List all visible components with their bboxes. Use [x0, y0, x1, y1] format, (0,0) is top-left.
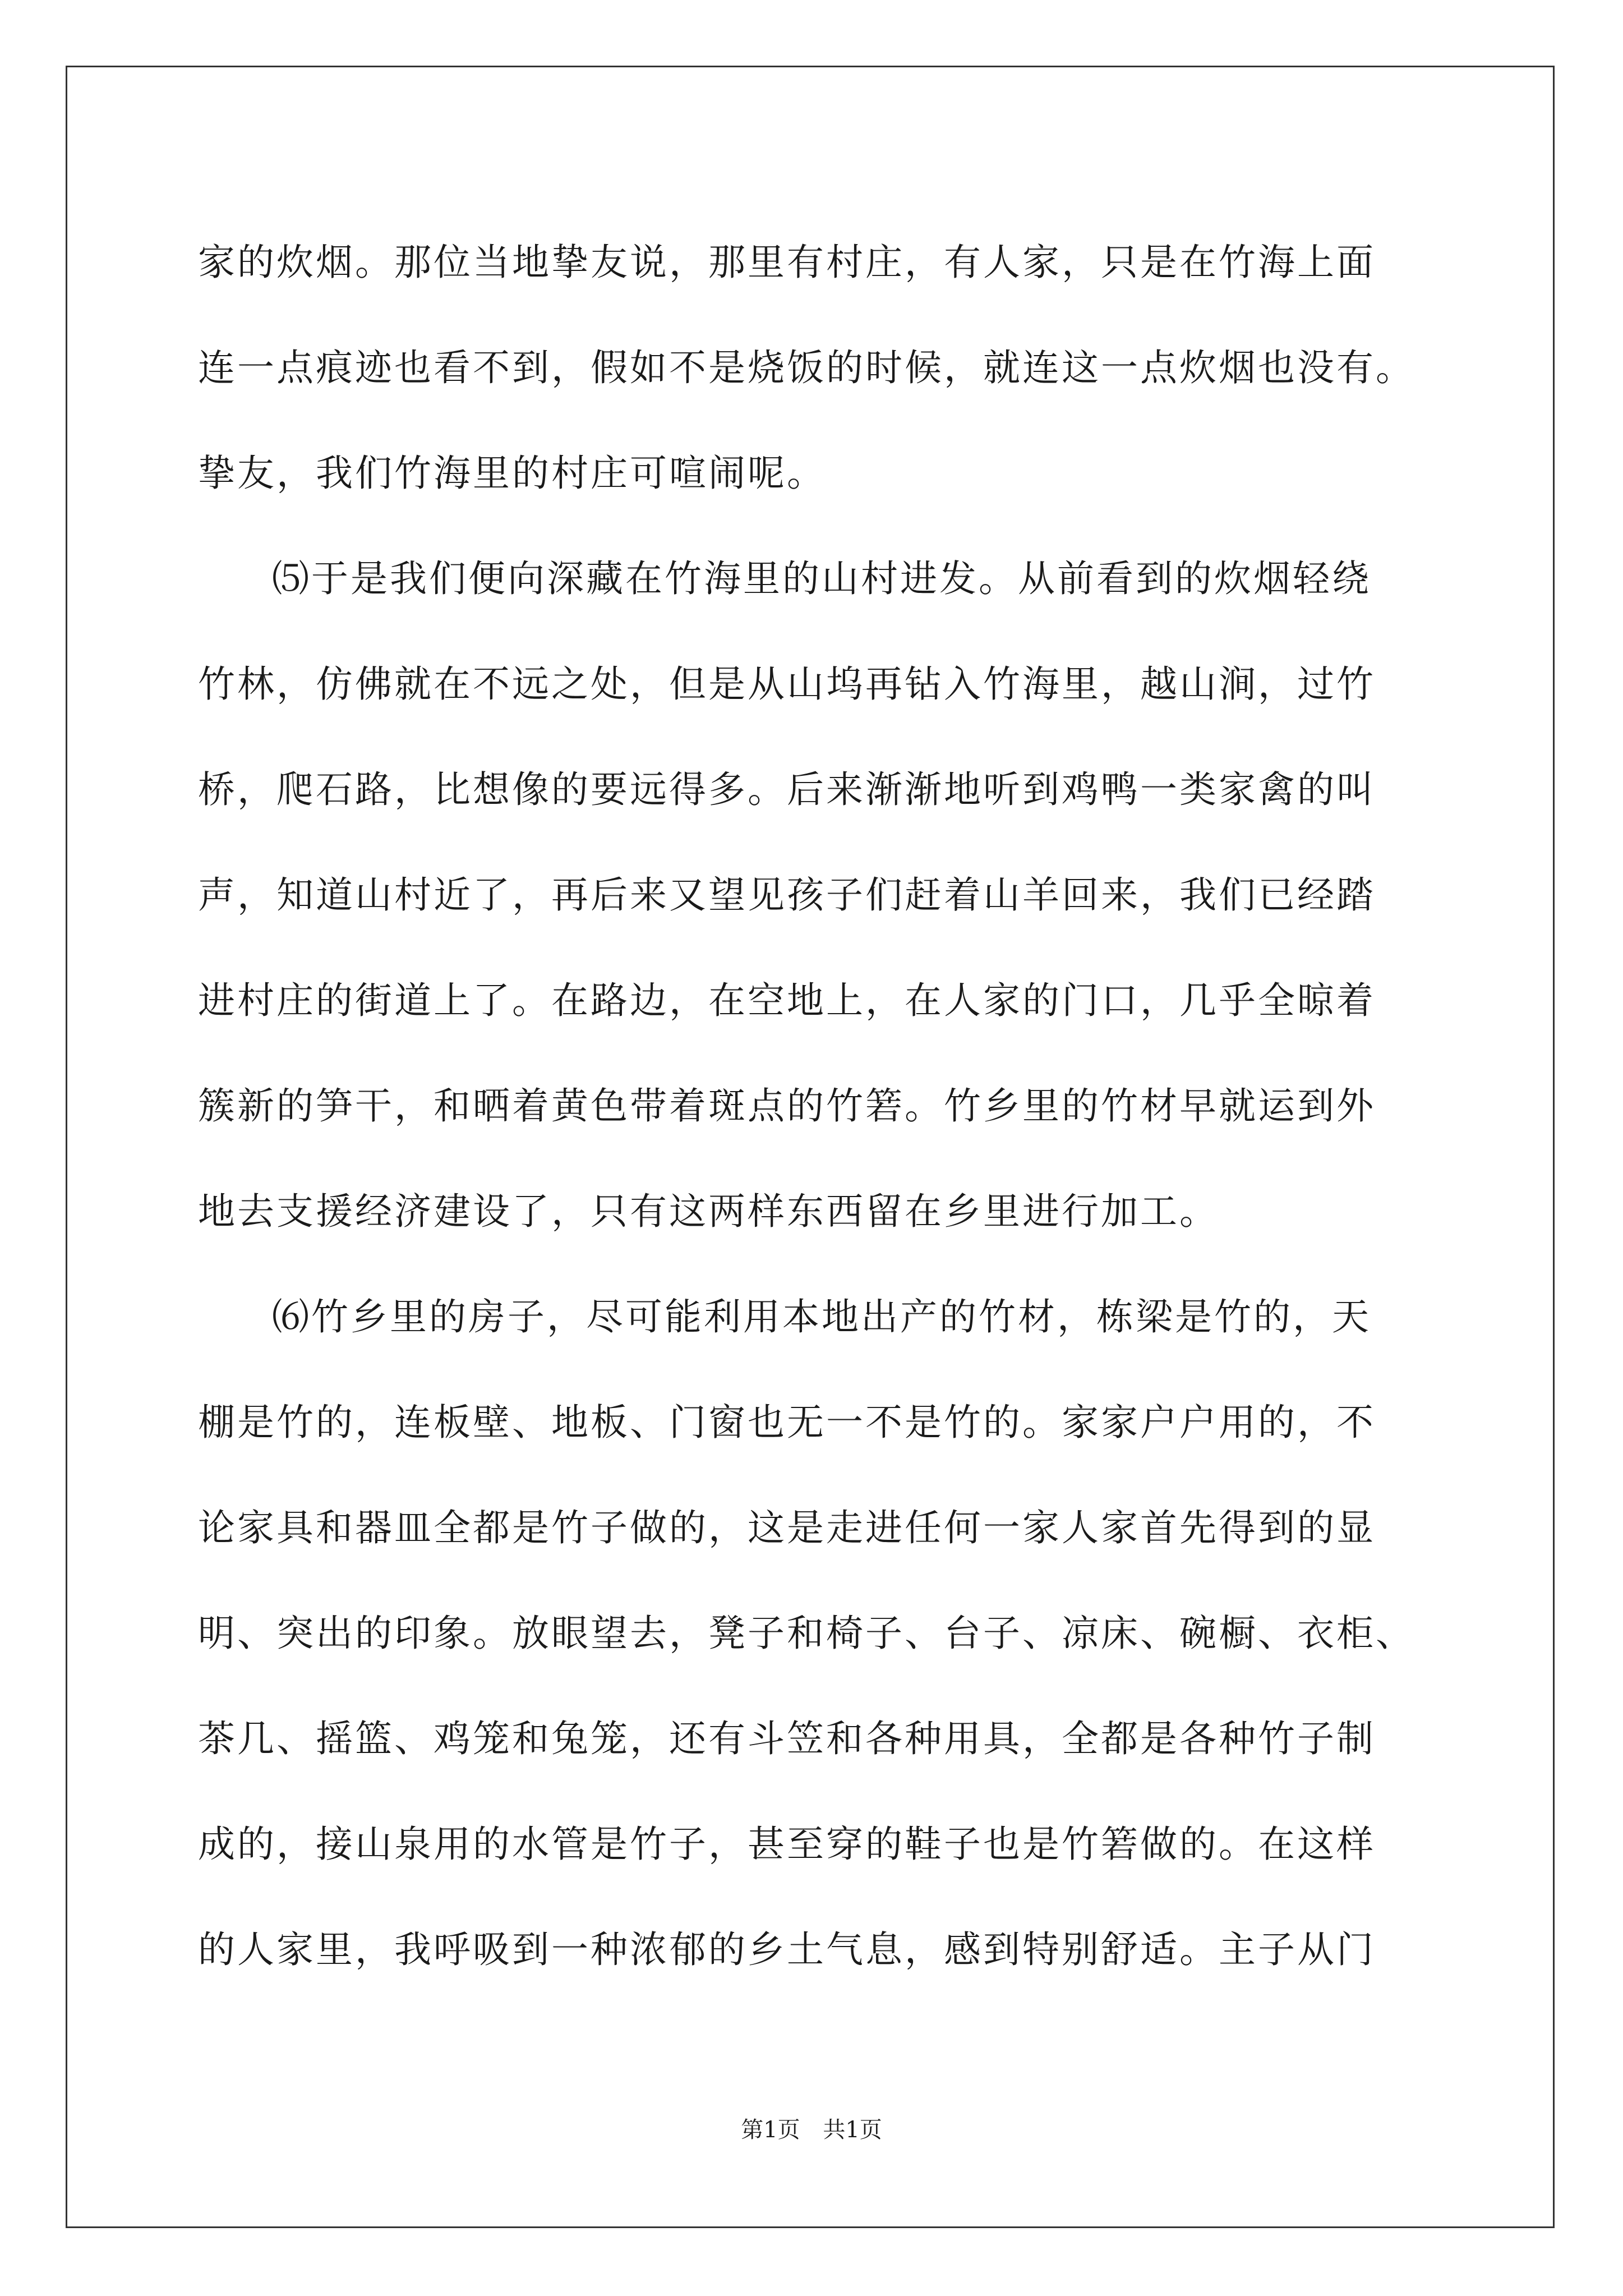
- text-line: 家的炊烟。那位当地挚友说，那里有村庄，有人家，只是在竹海上面: [198, 241, 1376, 284]
- text-line: 进村庄的街道上了。在路边，在空地上，在人家的门口，几乎全晾着: [198, 979, 1376, 1022]
- text-line: 簇新的笋干，和晒着黄色带着斑点的竹箬。竹乡里的竹材早就运到外: [198, 1084, 1376, 1128]
- text-line: 声，知道山村近了，再后来又望见孩子们赶着山羊回来，我们已经踏: [198, 873, 1376, 917]
- page-footer: [0, 2116, 1623, 2144]
- text-line: 论家具和器皿全都是竹子做的，这是走进任何一家人家首先得到的显: [198, 1506, 1376, 1549]
- text-line: 的人家里，我呼吸到一种浓郁的乡土气息，感到特别舒适。主子从门: [198, 1928, 1376, 1971]
- text-line: 竹林，仿佛就在不远之处，但是从山坞再钻入竹海里，越山涧，过竹: [198, 662, 1376, 706]
- text-line: 挚友，我们竹海里的村庄可喧闹呢。: [198, 452, 826, 495]
- document-body: [198, 210, 1449, 2003]
- text-line: 连一点痕迹也看不到，假如不是烧饭的时候，就连这一点炊烟也没有。: [198, 346, 1415, 389]
- page-total: 共1页: [823, 2117, 882, 2143]
- text-line: 成的，接山泉用的水管是竹子，甚至穿的鞋子也是竹箬做的。在这样: [198, 1823, 1376, 1866]
- text-line: 明、突出的印象。放眼望去，凳子和椅子、台子、凉床、碗橱、衣柜、: [198, 1612, 1415, 1655]
- text-line: 地去支援经济建设了，只有这两样东西留在乡里进行加工。: [198, 1190, 1219, 1233]
- paragraph-start-5: ⑸于是我们便向深藏在竹海里的山村进发。从前看到的炊烟轻绕: [272, 557, 1371, 600]
- paragraph-start-6: ⑹竹乡里的房子，尽可能利用本地出产的竹材，栋梁是竹的，天: [272, 1295, 1371, 1338]
- page-number: 第1页: [741, 2117, 800, 2143]
- text-line: 棚是竹的，连板壁、地板、门窗也无一不是竹的。家家户户用的，不: [198, 1401, 1376, 1444]
- text-line: 茶几、摇篮、鸡笼和兔笼，还有斗笠和各种用具，全都是各种竹子制: [198, 1717, 1376, 1760]
- text-line: 桥，爬石路，比想像的要远得多。后来渐渐地听到鸡鸭一类家禽的叫: [198, 768, 1376, 811]
